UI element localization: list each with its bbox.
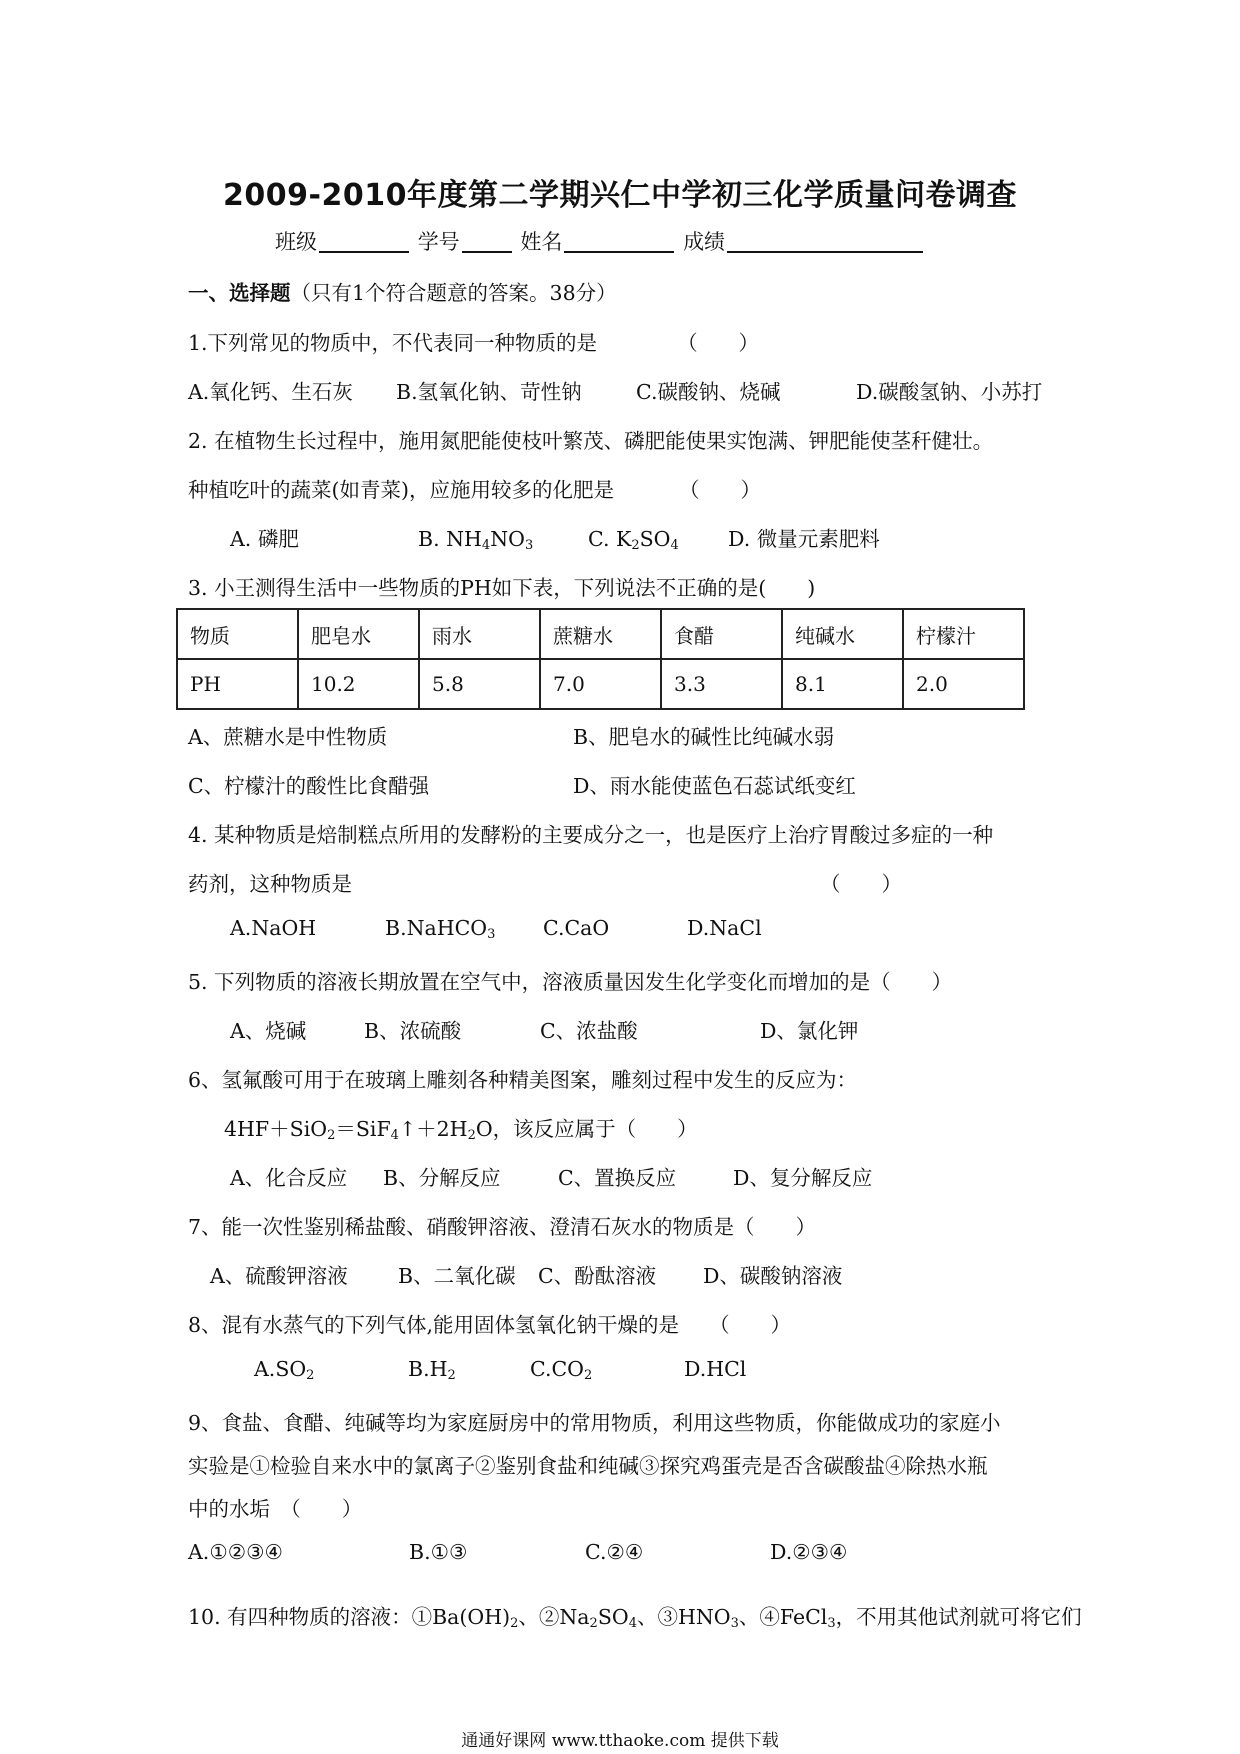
- q3-option-c[interactable]: C、柠檬汁的酸性比食醋强: [188, 774, 430, 798]
- q7-stem: 7、能一次性鉴别稀盐酸、硝酸钾溶液、澄清石灰水的物质是（ ）: [188, 1215, 817, 1239]
- q6-option-c[interactable]: C、置换反应: [558, 1166, 677, 1190]
- q9-stem-line1: 9、食盐、食醋、纯碱等均为家庭厨房中的常用物质，利用这些物质，你能做成功的家庭小: [188, 1411, 1001, 1435]
- name-label: 姓名: [520, 230, 563, 254]
- table-cell: 7.0: [540, 659, 661, 709]
- table-cell: 肥皂水: [298, 609, 419, 659]
- q3-stem: 3. 小王测得生活中一些物质的PH如下表，下列说法不正确的是( ): [188, 576, 816, 600]
- q4-stem-line1: 4. 某种物质是焙制糕点所用的发酵粉的主要成分之一，也是医疗上治疗胃酸过多症的一种: [188, 823, 994, 847]
- q9-option-d[interactable]: D.②③④: [770, 1540, 848, 1564]
- score-blank[interactable]: [727, 229, 923, 253]
- table-cell: 蔗糖水: [540, 609, 661, 659]
- q6-stem: 6、氢氟酸可用于在玻璃上雕刻各种精美图案，雕刻过程中发生的反应为：: [188, 1068, 858, 1092]
- q4-stem-line2: 药剂，这种物质是 （ ）: [188, 872, 902, 896]
- student-info-line: [275, 226, 925, 256]
- q2-stem-line1: 2. 在植物生长过程中，施用氮肥能使枝叶繁茂、磷肥能使果实饱满、钾肥能使茎秆健壮。: [188, 429, 994, 453]
- q9-options: [188, 1540, 847, 1564]
- q6-option-b[interactable]: B、分解反应: [383, 1166, 501, 1190]
- q8-option-d[interactable]: D.HCl: [684, 1357, 747, 1381]
- q5-option-c[interactable]: C、浓盐酸: [540, 1019, 638, 1043]
- q8-options: [254, 1357, 746, 1381]
- table-cell: 纯碱水: [782, 609, 903, 659]
- q2-option-d[interactable]: D. 微量元素肥料: [728, 527, 880, 551]
- q1-option-c[interactable]: C.碳酸钠、烧碱: [636, 380, 781, 404]
- table-header-row: [177, 609, 1024, 659]
- q5-options: [230, 1014, 858, 1044]
- q2-option-b[interactable]: B. $NH_4NO_3$: [418, 527, 534, 553]
- q1-option-b[interactable]: B.氢氧化钠、苛性钠: [396, 380, 582, 404]
- q4-option-b[interactable]: B.NaHCO$_3$: [385, 916, 496, 942]
- q9-stem-line2: 实验是①检验自来水中的氯离子②鉴别食盐和纯碱③探究鸡蛋壳是否含碳酸盐④除热水瓶: [188, 1454, 988, 1478]
- q8-option-a[interactable]: $A.SO_2$: [254, 1357, 315, 1383]
- q5-option-b[interactable]: B、浓硫酸: [364, 1019, 462, 1043]
- q3-options-row1: [188, 720, 834, 750]
- q3-options-row2: [188, 769, 856, 799]
- table-cell: 3.3: [661, 659, 782, 709]
- q7-option-c[interactable]: C、酚酞溶液: [538, 1264, 657, 1288]
- q3-option-b[interactable]: B、肥皂水的碱性比纯碱水弱: [573, 725, 835, 749]
- section-heading: 一、选择题（只有1个符合题意的答案。38分）: [188, 281, 617, 305]
- table-cell: 物质: [177, 609, 298, 659]
- table-cell: 雨水: [419, 609, 540, 659]
- q6-option-d[interactable]: D、复分解反应: [733, 1166, 873, 1190]
- table-cell: PH: [177, 659, 298, 709]
- q4-options: [230, 916, 762, 940]
- footer-source: 通通好课网 www.tthaoke.com 提供下载: [461, 1731, 779, 1751]
- score-label: 成绩: [683, 230, 726, 254]
- q8-option-c[interactable]: $C.CO_2$: [530, 1357, 593, 1383]
- q4-option-d[interactable]: D.NaCl: [687, 916, 762, 940]
- q2-option-a[interactable]: A. 磷肥: [230, 527, 299, 551]
- class-label: 班级: [275, 230, 317, 254]
- q1-options: [188, 375, 1042, 405]
- q9-option-c[interactable]: C.②④: [585, 1540, 644, 1564]
- table-cell: 8.1: [782, 659, 903, 709]
- q6-option-a[interactable]: A、化合反应: [230, 1166, 348, 1190]
- q5-option-a[interactable]: A、烧碱: [230, 1019, 307, 1043]
- page-title: 2009-2010年度第二学期兴仁中学初三化学质量问卷调查: [223, 178, 1017, 213]
- q1-stem: 1.下列常见的物质中，不代表同一种物质的是 （ ）: [188, 331, 760, 355]
- table-row: [177, 659, 1024, 709]
- q7-option-a[interactable]: A、硫酸钾溶液: [210, 1264, 348, 1288]
- q7-option-b[interactable]: B、二氧化碳: [398, 1264, 516, 1288]
- q2-option-c[interactable]: C. $K_2SO_4$: [588, 527, 679, 553]
- q3-option-d[interactable]: D、雨水能使蓝色石蕊试纸变红: [573, 774, 856, 798]
- name-blank[interactable]: [564, 229, 674, 253]
- q4-option-c[interactable]: C.CaO: [543, 916, 610, 940]
- q8-stem: 8、混有水蒸气的下列气体,能用固体氢氧化钠干燥的是 （ ）: [188, 1313, 792, 1337]
- q5-stem: 5. 下列物质的溶液长期放置在空气中，溶液质量因发生化学变化而增加的是（ ）: [188, 970, 953, 994]
- q3-option-a[interactable]: A、蔗糖水是中性物质: [188, 725, 388, 749]
- table-cell: 10.2: [298, 659, 419, 709]
- q7-options: [210, 1259, 842, 1289]
- q9-option-b[interactable]: B.①③: [409, 1540, 468, 1564]
- q6-equation: $4HF+SiO_2=SiF_4↑+2H_2O$，该反应属于（ ）: [224, 1117, 698, 1143]
- q7-option-d[interactable]: D、碳酸钠溶液: [703, 1264, 843, 1288]
- q9-option-a[interactable]: A.①②③④: [188, 1540, 283, 1564]
- q1-option-a[interactable]: A.氧化钙、生石灰: [188, 380, 353, 404]
- q9-stem-line3: 中的水垢 （ ）: [188, 1497, 363, 1521]
- table-cell: 柠檬汁: [903, 609, 1024, 659]
- table-cell: 食醋: [661, 609, 782, 659]
- q5-option-d[interactable]: D、氯化钾: [760, 1019, 859, 1043]
- q10-stem: 10. 有四种物质的溶液：$①Ba(OH)_2$、$②Na_2SO_4$、$③HNO_3$、④FeCl$_3$，不用其他试剂就可将它们: [188, 1605, 1082, 1631]
- number-label: 学号: [417, 230, 460, 254]
- table-cell: 2.0: [903, 659, 1024, 709]
- q6-options: [230, 1161, 872, 1191]
- q8-option-b[interactable]: $B.H_2$: [408, 1357, 456, 1383]
- class-blank[interactable]: [319, 229, 409, 253]
- number-blank[interactable]: [462, 229, 512, 253]
- q2-stem-line2: 种植吃叶的蔬菜(如青菜)，应施用较多的化肥是 （ ）: [188, 478, 761, 502]
- ph-table: [176, 608, 1025, 710]
- q2-options: [230, 522, 880, 552]
- q1-option-d[interactable]: D.碳酸氢钠、小苏打: [856, 380, 1043, 404]
- q4-option-a[interactable]: A.NaOH: [230, 916, 317, 940]
- table-cell: 5.8: [419, 659, 540, 709]
